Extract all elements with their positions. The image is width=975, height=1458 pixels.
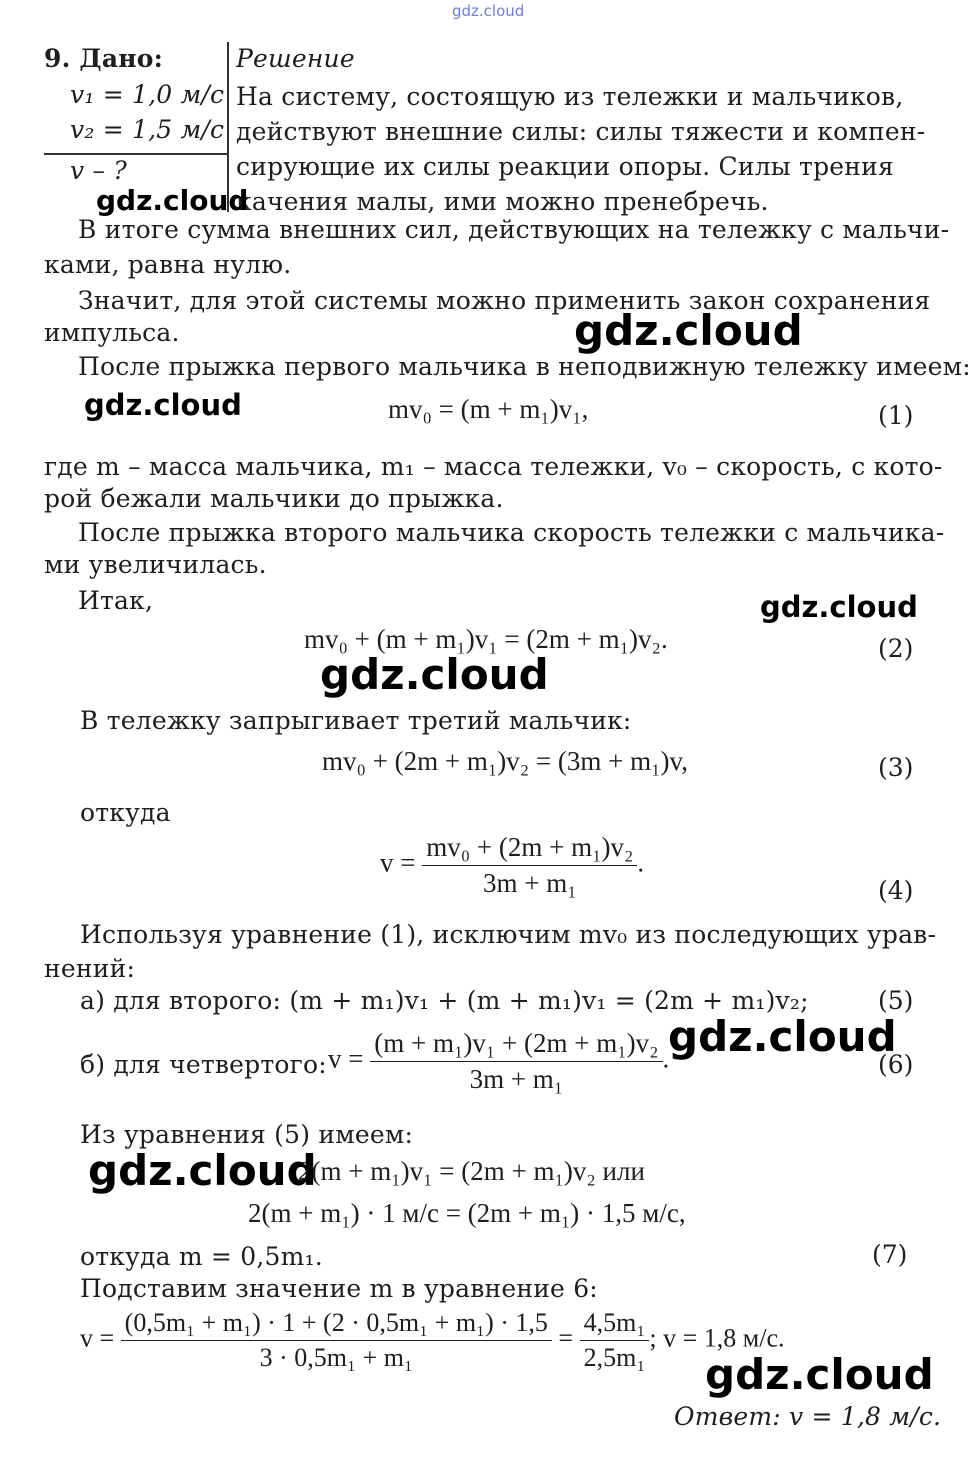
equation-1: mv₀ = (m + m₁)v₁,	[388, 394, 589, 424]
equation-8	[80, 1308, 785, 1373]
equation-8-lhs: v =	[80, 1323, 115, 1353]
given-divider-horizontal	[44, 153, 227, 155]
equation-4-numerator: mv₀ + (2m + m₁)v₂	[422, 832, 637, 866]
equation-2-number: (2)	[878, 634, 914, 663]
solution-heading: Решение	[236, 44, 355, 73]
equation-8-numerator-2: 4,5m₁	[580, 1308, 650, 1341]
equation-5-number: (5)	[878, 986, 914, 1015]
watermark-6: gdz.cloud	[668, 1012, 897, 1061]
equation-6: v = $\frac{\text{(m + m₁)v₁ + (2m + m₁)v₂}}{\text{3m + m₁}}$ .	[328, 1028, 670, 1094]
equation-4-denominator: 3m + m₁	[483, 868, 577, 898]
equation-4-number: (4)	[878, 876, 914, 905]
equation-7-number: (7)	[872, 1240, 908, 1269]
equation-8-numerator: (0,5m₁ + m₁) · 1 + (2 · 0,5m₁ + m₁) · 1,5	[121, 1308, 552, 1341]
equation-7a: 2(m + m₁)v₁ = (2m + m₁)v₂ или	[298, 1156, 645, 1186]
equation-6-numerator: (m + m₁)v₁ + (2m + m₁)v₂	[370, 1028, 662, 1062]
equation-6-lhs: v =	[328, 1043, 364, 1074]
watermark-2: gdz.cloud	[574, 306, 803, 355]
para8: В тележку запрыгивает третий мальчик:	[80, 706, 632, 735]
para9: откуда	[80, 798, 171, 827]
equation-8-fraction-2	[580, 1308, 650, 1373]
equation-6-fraction	[370, 1028, 662, 1095]
equation-7b: 2(m + m₁) · 1 м/с = (2m + m₁) · 1,5 м/с,	[248, 1198, 686, 1228]
equation-3-number: (3)	[878, 753, 914, 782]
find-value: v – ?	[70, 156, 127, 185]
equation-1-number: (1)	[878, 401, 914, 430]
para13: Из уравнения (5) имеем:	[80, 1120, 414, 1149]
equation-6-denominator: 3m + m₁	[469, 1064, 564, 1094]
equation-8-denominator: 3 · 0,5m₁ + m₁	[259, 1343, 413, 1372]
watermark-8: gdz.cloud	[705, 1350, 934, 1399]
answer: Ответ: v = 1,8 м/с.	[674, 1402, 942, 1431]
para2-line2: ками, равна нулю.	[44, 250, 292, 279]
equation-8-fraction	[121, 1308, 552, 1373]
para12-label: б) для четвертого:	[80, 1050, 327, 1079]
equation-6-number: (6)	[878, 1050, 914, 1079]
para5-line2: рой бежали мальчики до прыжка.	[44, 484, 504, 513]
given-v2: v₂ = 1,5 м/с	[70, 115, 225, 144]
para6-line1: После прыжка второго мальчика скорость тележки с мальчика-	[78, 518, 945, 547]
para1-line4: качения малы, ими можно пренебречь.	[236, 187, 769, 216]
para10-line1: Используя уравнение (1), исключим mv₀ из последующих урав-	[80, 920, 937, 949]
para14: откуда m = 0,5m₁.	[80, 1242, 323, 1271]
equation-4-lhs: v =	[380, 847, 416, 878]
equation-4-fraction	[422, 832, 637, 899]
equation-3: mv₀ + (2m + m₁)v₂ = (3m + m₁)v,	[322, 746, 689, 776]
para4: После прыжка первого мальчика в неподвижную тележку имеем:	[78, 352, 971, 381]
equation-8-result: ; v = 1,8 м/с.	[649, 1323, 785, 1353]
para3-line1: Значит, для этой системы можно применить закон сохранения	[78, 286, 931, 315]
equation-2: mv₀ + (m + m₁)v₁ = (2m + m₁)v₂.	[304, 624, 668, 654]
para7: Итак,	[78, 586, 154, 615]
equation-4: v = $\frac{\text{mv₀ + (2m + m₁)v₂}}{\text{3m + m₁}}$ .	[380, 832, 645, 898]
para5-line1: где m – масса мальчика, m₁ – масса тележки, v₀ – скорость, с кото-	[44, 452, 943, 481]
watermark-4: gdz.cloud	[760, 590, 918, 624]
para2-line1: В итоге сумма внешних сил, действующих на тележку с мальчи-	[78, 215, 950, 244]
para6-line2: ми увеличилась.	[44, 550, 267, 579]
watermark-5: gdz.cloud	[320, 650, 549, 699]
watermark-1: gdz.cloud	[96, 184, 249, 217]
watermark-7: gdz.cloud	[88, 1146, 317, 1195]
top-watermark: gdz.cloud	[452, 2, 525, 20]
given-v1: v₁ = 1,0 м/с	[70, 80, 225, 109]
para15: Подставим значение m в уравнение 6:	[80, 1274, 598, 1303]
para1-line1: На систему, состоящую из тележки и мальчиков,	[236, 82, 904, 111]
para3-line2: импульса.	[44, 318, 180, 347]
equation-8-equals: =	[558, 1323, 574, 1353]
watermark-3: gdz.cloud	[84, 388, 242, 422]
problem-label: 9. Дано:	[44, 44, 164, 73]
para1-line3: сирующие их силы реакции опоры. Силы трения	[236, 152, 894, 181]
para1-line2: действуют внешние силы: силы тяжести и компен-	[236, 117, 926, 146]
para11: а) для второго: (m + m₁)v₁ + (m + m₁)v₁ = (2m + m₁)v₂;	[80, 986, 809, 1015]
para10-line2: нений:	[44, 954, 136, 983]
equation-8-denominator-2: 2,5m₁	[583, 1343, 646, 1372]
